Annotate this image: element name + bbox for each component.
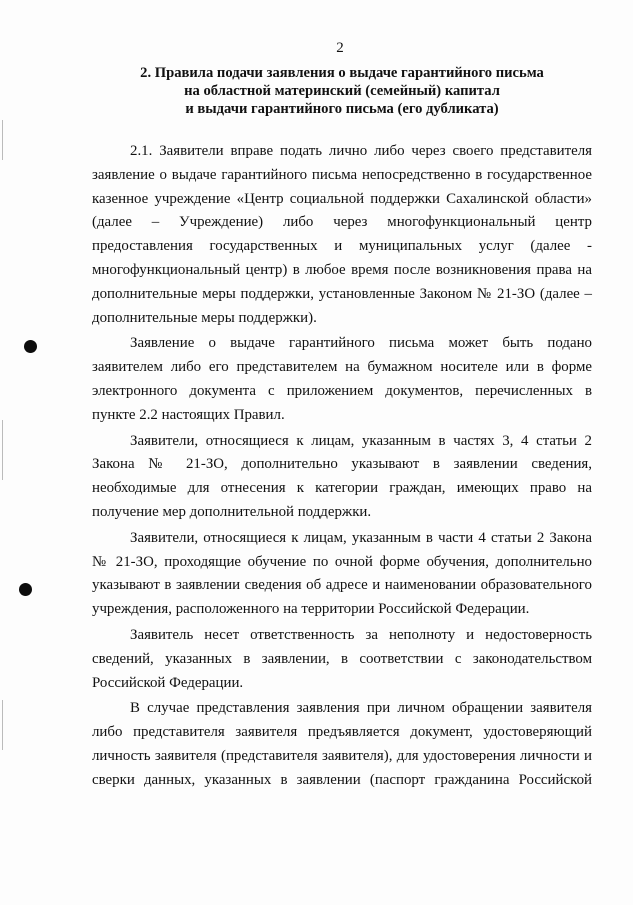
paragraph-2-1 [92, 140, 592, 330]
text-line: указывают в заявлении сведения об адресе и наименовании образовательного [92, 577, 592, 594]
text-line: электронного документа с приложением документов, перечисленных в [92, 382, 592, 399]
text-line: личность заявителя (представителя заявителя), для удостоверения личности и [92, 747, 592, 764]
scan-edge-mark [2, 420, 3, 480]
punch-hole-lower [19, 583, 32, 596]
text-line: В случае представления заявления при личном обращении заявителя [130, 700, 592, 717]
punch-hole-upper [24, 340, 37, 353]
text-line: пункте 2.2 настоящих Правил. [92, 406, 285, 423]
text-line: дополнительные меры поддержки). [92, 309, 317, 326]
text-line: заявление о выдаче гарантийного письма непосредственно в государственное [92, 166, 592, 183]
paragraph-category-info [92, 430, 592, 525]
text-line: предоставления государственных и муниципальных услуг (далее - [92, 238, 592, 255]
text-line: дополнительные меры поддержки, установленные Законом № 21-ЗО (далее – [92, 285, 592, 302]
text-line: Заявление о выдаче гарантийного письма может быть подано [130, 335, 592, 352]
text-line: казенное учреждение «Центр социальной поддержки Сахалинской области» [92, 190, 592, 207]
heading-line: на областной материнский (семейный) капитал [184, 83, 500, 99]
text-line: сверки данных, указанных в заявлении (паспорт гражданина Российской [92, 771, 592, 788]
text-line: Российской Федерации. [92, 674, 244, 691]
heading-line: 2. Правила подачи заявления о выдаче гарантийного письма [140, 65, 544, 81]
text-line: Заявители, относящиеся к лицам, указанным в части 4 статьи 2 Закона [130, 529, 592, 546]
text-line: заявителем либо его представителем на бумажном носителе или в форме [92, 359, 592, 376]
heading-line: и выдачи гарантийного письма (его дубликата) [185, 101, 499, 117]
text-line: Заявители, относящиеся к лицам, указанным в частях 3, 4 статьи 2 [130, 432, 592, 449]
text-line: многофункциональный центр) в любое время после возникновения права на [92, 261, 592, 278]
scan-edge-mark [2, 700, 3, 750]
text-line: либо представителя заявителя предъявляется документ, удостоверяющий [92, 724, 592, 741]
text-line: Закона № 21-ЗО, дополнительно указывают в заявлении сведения, [92, 456, 592, 473]
scan-edge-mark [2, 120, 3, 160]
paragraph-responsibility [92, 624, 592, 695]
paragraph-application-form [92, 332, 592, 427]
text-line: сведений, указанных в заявлении, в соответствии с законодательством [92, 650, 592, 667]
paragraph-education-info [92, 527, 592, 622]
text-line: № 21-ЗО, проходящие обучение по очной форме обучения, дополнительно [92, 553, 592, 570]
text-line: (далее – Учреждение) либо через многофункциональный центр [92, 214, 592, 231]
text-line: 2.1. Заявители вправе подать лично либо через своего представителя [130, 143, 592, 159]
section-heading [92, 64, 592, 118]
text-line: Заявитель несет ответственность за неполноту и недостоверность [130, 626, 592, 643]
text-line: учреждения, расположенного на территории Российской Федерации. [92, 601, 530, 618]
text-line: необходимые для отнесения к категории граждан, имеющих право на [92, 480, 592, 497]
document-body [92, 140, 592, 793]
page-number: 2 [336, 40, 344, 56]
paragraph-identity-document [92, 697, 592, 792]
text-line: получение мер дополнительной поддержки. [92, 503, 372, 520]
